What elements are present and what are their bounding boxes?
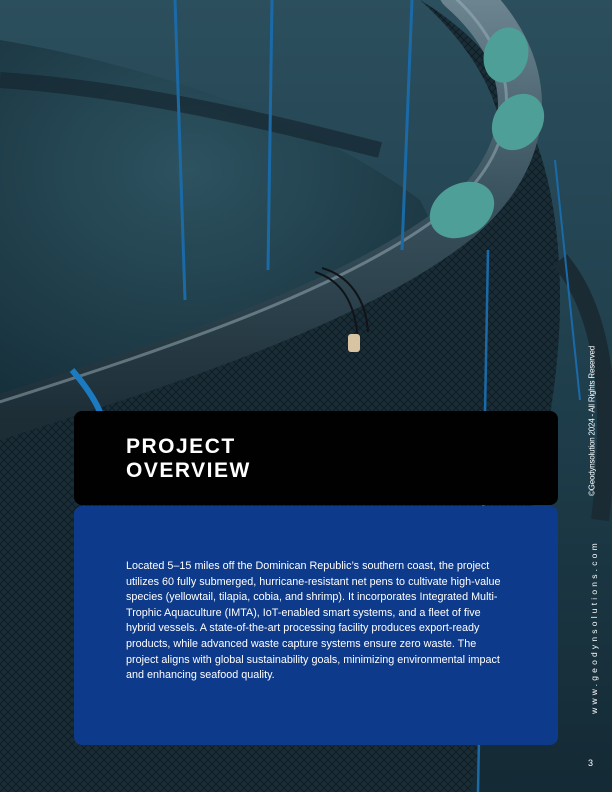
section-body-box (74, 506, 558, 745)
section-title: PROJECT OVERVIEW (126, 435, 251, 482)
copyright-notice: ©Geodynsolution 2024 - All Rights Reserved (587, 345, 597, 497)
section-body-text: Located 5–15 miles off the Dominican Republic’s southern coast, the project utilizes 60 fully submerged, hurricane-resistant net pens to cultivate high-value species (yellowtail, tilapia, cobia, and shrimp). It incorporates Integrated Multi-Trophic Aquaculture (IMTA), IoT-enabled smart systems, and a fleet of five hybrid vessels. A state-of-the-art processing facility produces export-ready products, while advanced waste capture systems ensure zero waste. The project aligns with global sustainability goals, minimizing environmental impact and enhancing seafood quality. (126, 560, 501, 682)
website-url: www.geodynsolutions.com (589, 540, 599, 714)
section-title-box (74, 411, 558, 505)
page-number: 3 (588, 758, 594, 768)
